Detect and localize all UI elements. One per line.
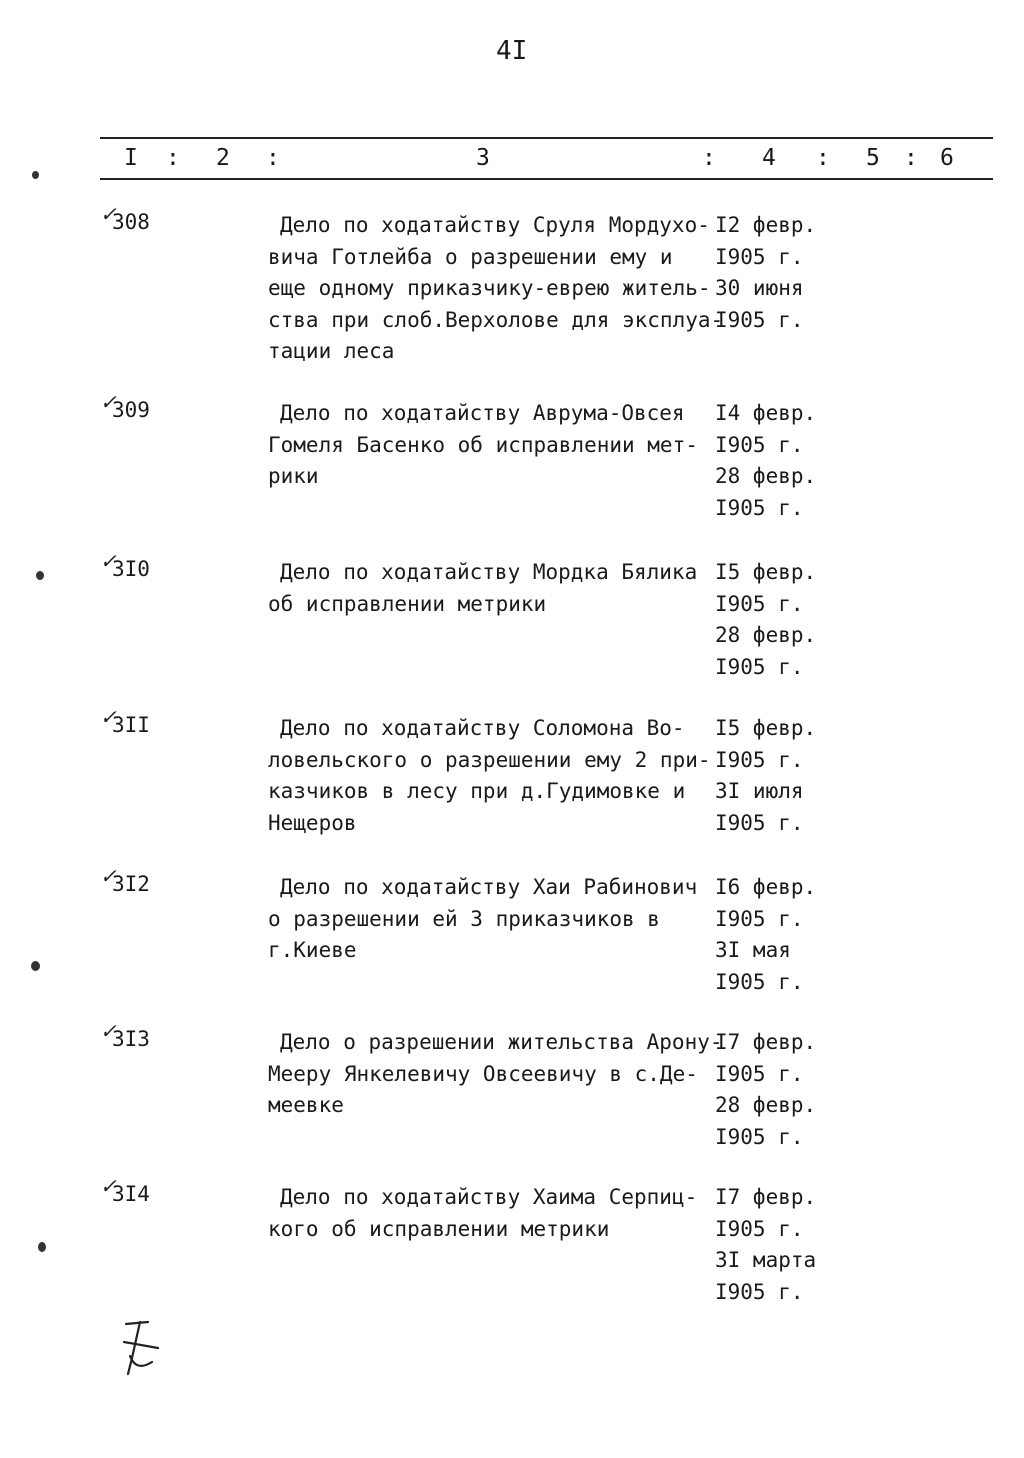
date-line: I7 февр. xyxy=(715,1030,817,1054)
checkmark-icon: ✓ xyxy=(100,705,117,729)
entry-description xyxy=(268,557,718,620)
column-header-1: I xyxy=(124,145,138,171)
date-line: 30 июня xyxy=(715,276,804,300)
description-line: еще одному приказчику-еврею житель- xyxy=(268,276,711,300)
description-line: кого об исправлении метрики xyxy=(268,1216,610,1241)
date-line: I5 февр. xyxy=(715,716,817,740)
date-line: I905 г. xyxy=(715,495,804,520)
column-separator: : xyxy=(904,145,918,171)
description-line: тации леса xyxy=(268,339,395,363)
description-line: меевке xyxy=(268,1093,344,1117)
column-header-2: 2 xyxy=(216,145,230,171)
entry-dates xyxy=(715,1027,816,1153)
entry-description xyxy=(268,210,724,368)
description-line: о разрешении ей 3 приказчиков в xyxy=(268,906,660,931)
entry-dates xyxy=(715,1182,816,1308)
column-separator: : xyxy=(816,145,830,171)
table-header-bottom-rule xyxy=(100,178,993,180)
description-line: Дело по ходатайству Хаи Рабинович xyxy=(280,875,698,899)
checkmark-icon: ✓ xyxy=(100,1174,117,1198)
description-line: Дело по ходатайству Хаима Серпиц- xyxy=(280,1185,698,1209)
description-line: Дело по ходатайству Сруля Мордухо- xyxy=(280,213,710,237)
checkmark-icon: ✓ xyxy=(100,864,117,888)
column-header-5: 5 xyxy=(866,145,880,171)
column-separator: : xyxy=(266,145,280,171)
checkmark-icon: ✓ xyxy=(100,549,117,573)
entry-dates xyxy=(715,872,816,998)
date-line: I905 г. xyxy=(715,307,804,332)
description-line: г.Киеве xyxy=(268,938,357,962)
date-line: I905 г. xyxy=(715,1279,804,1304)
entry-description xyxy=(268,1027,723,1122)
checkmark-icon: ✓ xyxy=(100,202,117,226)
date-line: I905 г. xyxy=(715,1216,804,1241)
table-top-rule xyxy=(100,137,993,139)
date-line: 3I июля xyxy=(715,779,804,803)
date-line: 3I марта xyxy=(715,1248,817,1272)
description-line: Дело о разрешении жительства Арону- xyxy=(280,1030,723,1054)
date-line: I7 февр. xyxy=(715,1185,817,1209)
description-line: казчиков в лесу при д.Гудимовке и xyxy=(268,779,686,803)
entry-number: 3II xyxy=(112,713,150,737)
entry-description xyxy=(268,713,718,839)
column-separator: : xyxy=(166,145,180,171)
date-line: 28 февр. xyxy=(715,1093,817,1117)
description-line: Мееру Янкелевичу Овсеевичу в с.Де- xyxy=(268,1061,698,1086)
scan-speck xyxy=(38,1242,46,1252)
description-line: ства при слоб.Верхолове для эксплуа- xyxy=(268,307,724,332)
description-line: Нещеров xyxy=(268,810,357,835)
page-number: 4I xyxy=(496,36,528,66)
entry-number: 3I3 xyxy=(112,1027,150,1051)
description-line: рики xyxy=(268,464,319,488)
scan-speck xyxy=(31,961,40,971)
entry-number: 3I2 xyxy=(112,872,150,896)
column-header-3: 3 xyxy=(476,145,490,171)
entry-number: 309 xyxy=(112,398,150,422)
date-line: I905 г. xyxy=(715,1124,804,1149)
description-line: Дело по ходатайству Соломона Во- xyxy=(280,716,685,740)
date-line: I905 г. xyxy=(715,1061,804,1086)
entry-dates xyxy=(715,210,816,336)
entry-dates xyxy=(715,713,816,839)
date-line: I4 февр. xyxy=(715,401,817,425)
entry-description xyxy=(268,1182,718,1245)
date-line: I905 г. xyxy=(715,244,804,269)
entry-number: 308 xyxy=(112,210,150,234)
description-line: ловельского о разрешении ему 2 при- xyxy=(268,747,711,772)
entry-description xyxy=(268,872,718,967)
entry-dates xyxy=(715,398,816,524)
date-line: I5 февр. xyxy=(715,560,817,584)
description-line: Гомеля Басенко об исправлении мет- xyxy=(268,432,698,457)
date-line: 3I мая xyxy=(715,938,791,962)
description-line: об исправлении метрики xyxy=(268,591,547,616)
date-line: I905 г. xyxy=(715,969,804,994)
date-line: 28 февр. xyxy=(715,623,817,647)
column-header-6: 6 xyxy=(940,145,954,171)
date-line: I905 г. xyxy=(715,654,804,679)
checkmark-icon: ✓ xyxy=(100,390,117,414)
date-line: I2 февр. xyxy=(715,213,817,237)
date-line: I905 г. xyxy=(715,432,804,457)
entry-number: 3I0 xyxy=(112,557,150,581)
column-separator: : xyxy=(702,145,716,171)
date-line: I905 г. xyxy=(715,906,804,931)
date-line: 28 февр. xyxy=(715,464,817,488)
date-line: I905 г. xyxy=(715,747,804,772)
checkmark-icon: ✓ xyxy=(100,1019,117,1043)
scan-speck xyxy=(36,571,44,580)
signature-mark xyxy=(118,1318,164,1376)
description-line: Дело по ходатайству Мордка Бялика xyxy=(280,560,698,584)
date-line: I905 г. xyxy=(715,810,804,835)
date-line: I6 февр. xyxy=(715,875,817,899)
scan-speck xyxy=(32,171,39,179)
description-line: вича Готлейба о разрешении ему и xyxy=(268,244,673,269)
entry-description xyxy=(268,398,718,493)
entry-number: 3I4 xyxy=(112,1182,150,1206)
entry-dates xyxy=(715,557,816,683)
description-line: Дело по ходатайству Аврума-Овсея xyxy=(280,401,685,425)
date-line: I905 г. xyxy=(715,591,804,616)
column-header-4: 4 xyxy=(762,145,776,171)
